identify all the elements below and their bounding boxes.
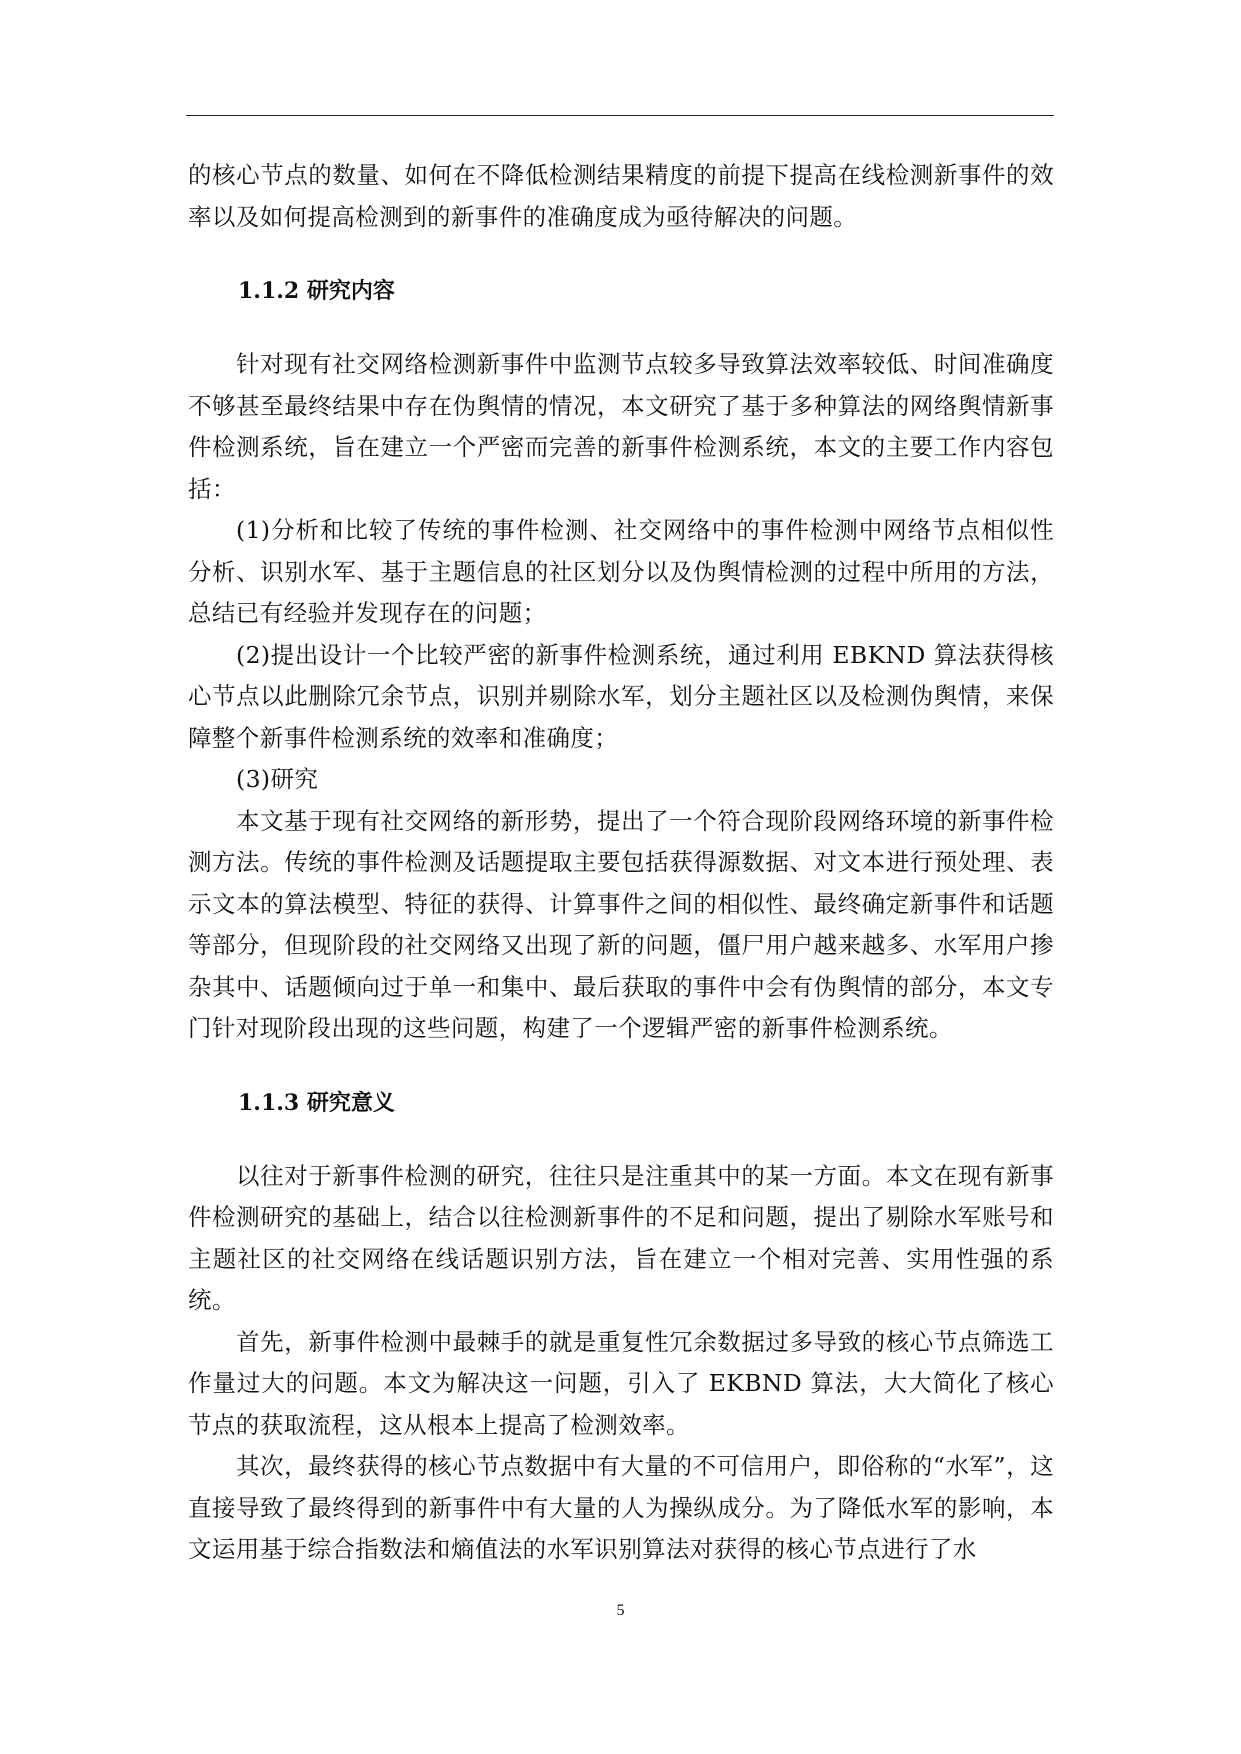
paragraph-summary: 本文基于现有社交网络的新形势，提出了一个符合现阶段网络环境的新事件检测方法。传统的事件检测及话题提取主要包括获得源数据、对文本进行预处理、表示文本的算法模型、特征的获得、计算事件之间的相似性、最终确定新事件和话题等部分，但现阶段的社交网络又出现了新的问题，僵尸用户越来越多、水军用户掺杂其中、话题倾向过于单一和集中、最后获取的事件中会有伪舆情的部分，本文专门针对现阶段出现的这些问题，构建了一个逻辑严密的新事件检测系统。	[188, 806, 1054, 1042]
paragraph-intro: 针对现有社交网络检测新事件中监测节点较多导致算法效率较低、时间准确度不够甚至最终结果中存在伪舆情的情况，本文研究了基于多种算法的网络舆情新事件检测系统，旨在建立一个严密而完善的新事件检测系统，本文的主要工作内容包括：	[188, 350, 1054, 503]
paragraph-significance-2: 首先，新事件检测中最棘手的就是重复性冗余数据过多导致的核心节点筛选工作量过大的问题。本文为解决这一问题，引入了 EKBND 算法，大大简化了核心节点的获取流程，这从根本上提高了检测效率。	[188, 1327, 1054, 1439]
list-item-2: (2)提出设计一个比较严密的新事件检测系统，通过利用 EBKND 算法获得核心节点以此删除冗余节点，识别并剔除水军，划分主题社区以及检测伪舆情，来保障整个新事件检测系统的效率和准确度；	[188, 640, 1054, 752]
list-item-1: (1)分析和比较了传统的事件检测、社交网络中的事件检测中网络节点相似性分析、识别水军、基于主题信息的社区划分以及伪舆情检测的过程中所用的方法，总结已有经验并发现存在的问题；	[188, 516, 1054, 627]
section-heading-1-1-2: 1.1.2 研究内容	[238, 278, 395, 304]
paragraph-continuation: 的核心节点的数量、如何在不降低检测结果精度的前提下提高在线检测新事件的效率以及如何提高检测到的新事件的准确度成为亟待解决的问题。	[188, 161, 1054, 231]
section-heading-1-1-3: 1.1.3 研究意义	[238, 1089, 395, 1116]
page-body	[188, 155, 1054, 1571]
paragraph-significance-1: 以往对于新事件检测的研究，往往只是注重其中的某一方面。本文在现有新事件检测研究的基础上，结合以往检测新事件的不足和问题，提出了剔除水军账号和主题社区的社交网络在线话题识别方法，旨在建立一个相对完善、实用性强的系统。	[188, 1161, 1054, 1314]
header-rule	[186, 115, 1054, 116]
paragraph-significance-3: 其次，最终获得的核心节点数据中有大量的不可信用户，即俗称的“水军”，这直接导致了最终得到的新事件中有大量的人为操纵成分。为了降低水军的影响，本文运用基于综合指数法和熵值法的水军识别算法对获得的核心节点进行了水	[188, 1452, 1054, 1563]
list-item-3: (3)研究	[236, 765, 319, 793]
page-number: 5	[616, 1602, 625, 1619]
